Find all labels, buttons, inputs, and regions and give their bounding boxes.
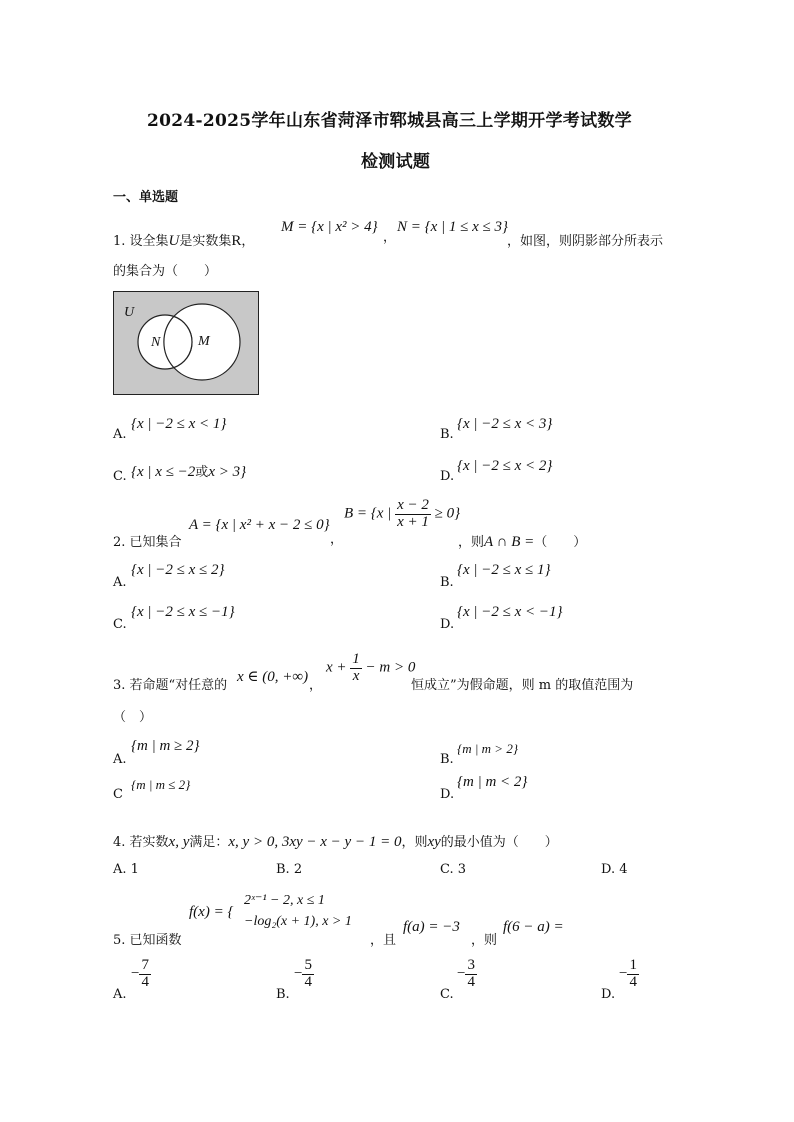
q4-suffix-a: ，则: [401, 835, 428, 850]
q3-option-c-label: C: [113, 787, 123, 802]
q4-mid: 满足：: [189, 835, 229, 850]
q4-prefix: 4. 若实数: [113, 835, 169, 850]
q1-prefix: 1. 设全集: [113, 234, 169, 249]
q2-fraction-denominator: x + 1: [397, 513, 429, 530]
q4-option-a: [113, 862, 139, 877]
q2-option-c: {x | −2 ≤ x ≤ −1}: [131, 604, 235, 620]
q2-suffix-b: （ ）: [534, 535, 587, 550]
q5-option-a: − $\frac{7}{4}$: [131, 957, 149, 990]
q3-option-c: {m | m ≤ 2}: [131, 777, 191, 792]
q1-option-c-label: C.: [113, 469, 127, 484]
q3-comma: ，: [309, 678, 323, 693]
q4-option-a-value: 1: [130, 862, 139, 877]
q1-option-a-label: A.: [113, 427, 127, 442]
q1-option-c: [131, 461, 246, 481]
q5-fx: f(x) = {: [189, 904, 234, 920]
q4-option-b-label: B.: [276, 862, 290, 877]
q3-option-a-label: A.: [113, 752, 127, 767]
q2-suffix-a: ，则: [458, 535, 485, 550]
q1-line2: 的集合为（ ）: [113, 264, 218, 279]
q5-case2: −log₂(x + 1), x > 1: [244, 914, 352, 929]
q5-target: f(6 − a) =: [503, 919, 564, 935]
q4-option-c-label: C.: [440, 862, 454, 877]
q1-universal: U: [168, 233, 180, 249]
q4-condition: x, y > 0, 3xy − x − y − 1 = 0: [228, 834, 402, 850]
q3-option-b: {m | m > 2}: [457, 741, 519, 756]
q3-prefix: 3. 若命题“对任意的: [113, 678, 228, 693]
q2-set-b-left: B = {x |: [344, 505, 392, 522]
q5-option-d-den: 4: [629, 973, 637, 990]
q4-option-b-value: 2: [293, 862, 303, 877]
q1-option-a: {x | −2 ≤ x < 1}: [131, 416, 227, 432]
q4-option-d-value: 4: [619, 862, 628, 877]
q4-variables: x, y: [168, 834, 190, 850]
q1-reals: R: [231, 233, 242, 249]
q2-set-b: [344, 498, 460, 531]
q2-then: [458, 531, 586, 551]
q4-option-d-label: D.: [601, 862, 616, 877]
q1-stem: [113, 230, 254, 250]
q1-option-d-label: D.: [440, 469, 455, 484]
q2-option-b-label: B.: [440, 575, 454, 590]
q5-option-c: − $\frac{3}{4}$: [457, 957, 475, 990]
q1-set-n: N = {x | 1 ≤ x ≤ 3}: [397, 219, 509, 235]
q1-option-c-or: 或: [195, 465, 209, 480]
q3-fraction-numerator: 1: [352, 651, 360, 667]
q1-set-m: M = {x | x² > 4}: [281, 219, 378, 235]
q3-option-b-label: B.: [440, 752, 454, 767]
q5-option-b-den: 4: [304, 973, 312, 990]
venn-svg: [113, 291, 259, 395]
q2-option-c-label: C.: [113, 617, 127, 632]
q2-fraction-numerator: x − 2: [397, 497, 429, 513]
q2-option-d: {x | −2 ≤ x < −1}: [457, 604, 563, 620]
q3-line2: （ ）: [113, 710, 153, 725]
q1-comma: ，: [241, 234, 255, 249]
q5-option-a-num: 7: [141, 957, 149, 973]
q4-stem: [113, 831, 558, 851]
q3-option-d-label: D.: [440, 787, 455, 802]
q4-target: xy: [427, 834, 441, 850]
q5-option-d: − $\frac{1}{4}$: [619, 957, 637, 990]
q4-option-d: [601, 862, 628, 877]
q1-comma2: ，: [383, 230, 397, 245]
q1-option-d: {x | −2 ≤ x < 2}: [457, 458, 553, 474]
q2-expression: A ∩ B =: [484, 534, 535, 550]
label-u: U: [124, 305, 135, 320]
q2-set-b-fraction: [395, 498, 431, 531]
q4-suffix-b: 的最小值为（ ）: [440, 835, 558, 850]
q5-mid-b: ，则: [471, 933, 498, 948]
q5-prefix: 5. 已知函数: [113, 933, 182, 948]
q2-option-a: {x | −2 ≤ x ≤ 2}: [131, 562, 225, 578]
label-m: M: [198, 334, 210, 349]
q3-inequality: [326, 652, 415, 685]
q5-option-c-label: C.: [440, 987, 454, 1002]
q3-option-d: {m | m < 2}: [457, 774, 528, 790]
q5-option-c-den: 4: [467, 973, 475, 990]
q4-option-c-value: 3: [457, 862, 467, 877]
q3-option-a: {m | m ≥ 2}: [131, 738, 200, 754]
q4-option-c: [440, 862, 466, 877]
q5-option-d-num: 1: [629, 957, 637, 973]
q3-fraction-denominator: x: [352, 667, 360, 684]
q2-set-b-right: ≥ 0}: [434, 505, 461, 522]
q3-suffix: 恒成立”为假命题，则 m 的取值范围为: [411, 678, 634, 693]
q5-mid-a: ，且: [370, 933, 397, 948]
q3-ineq-part1: x +: [326, 659, 347, 676]
page-subtitle: 检测试题: [361, 152, 431, 172]
page-title: 2024-2025学年山东省菏泽市郓城县高三上学期开学考试数学: [147, 111, 632, 131]
q3-fraction: [350, 652, 362, 685]
q1-option-c-part2: x > 3}: [208, 464, 247, 480]
q5-given: f(a) = −3: [403, 919, 460, 935]
q2-comma: ，: [330, 532, 344, 547]
q2-set-a: A = {x | x² + x − 2 ≤ 0}: [189, 517, 330, 533]
venn-diagram: [113, 291, 259, 395]
q1-text: 是实数集: [179, 234, 232, 249]
q1-suffix: ，如图，则阴影部分所表示: [507, 234, 664, 249]
q4-option-a-label: A.: [113, 862, 127, 877]
q5-option-a-label: A.: [113, 987, 127, 1002]
label-n: N: [151, 335, 161, 350]
q1-option-c-part1: {x | x ≤ −2: [131, 464, 196, 480]
q5-option-d-label: D.: [601, 987, 616, 1002]
q5-option-b-num: 5: [304, 957, 312, 973]
q1-option-b-label: B.: [440, 427, 454, 442]
q5-option-c-num: 3: [467, 957, 475, 973]
q5-case1: 2ˣ⁻¹ − 2, x ≤ 1: [244, 893, 325, 908]
q5-option-b-label: B.: [276, 987, 290, 1002]
q1-option-b: {x | −2 ≤ x < 3}: [457, 416, 553, 432]
q2-prefix: 2. 已知集合: [113, 535, 182, 550]
q2-option-a-label: A.: [113, 575, 127, 590]
q2-option-b: {x | −2 ≤ x ≤ 1}: [457, 562, 551, 578]
q3-domain: x ∈ (0, +∞): [237, 669, 309, 685]
section-heading: 一、单选题: [113, 190, 179, 205]
q2-option-d-label: D.: [440, 617, 455, 632]
q5-option-b: − $\frac{5}{4}$: [294, 957, 312, 990]
q3-ineq-part2: − m > 0: [365, 659, 416, 676]
q4-option-b: [276, 862, 302, 877]
q5-option-a-den: 4: [141, 973, 149, 990]
